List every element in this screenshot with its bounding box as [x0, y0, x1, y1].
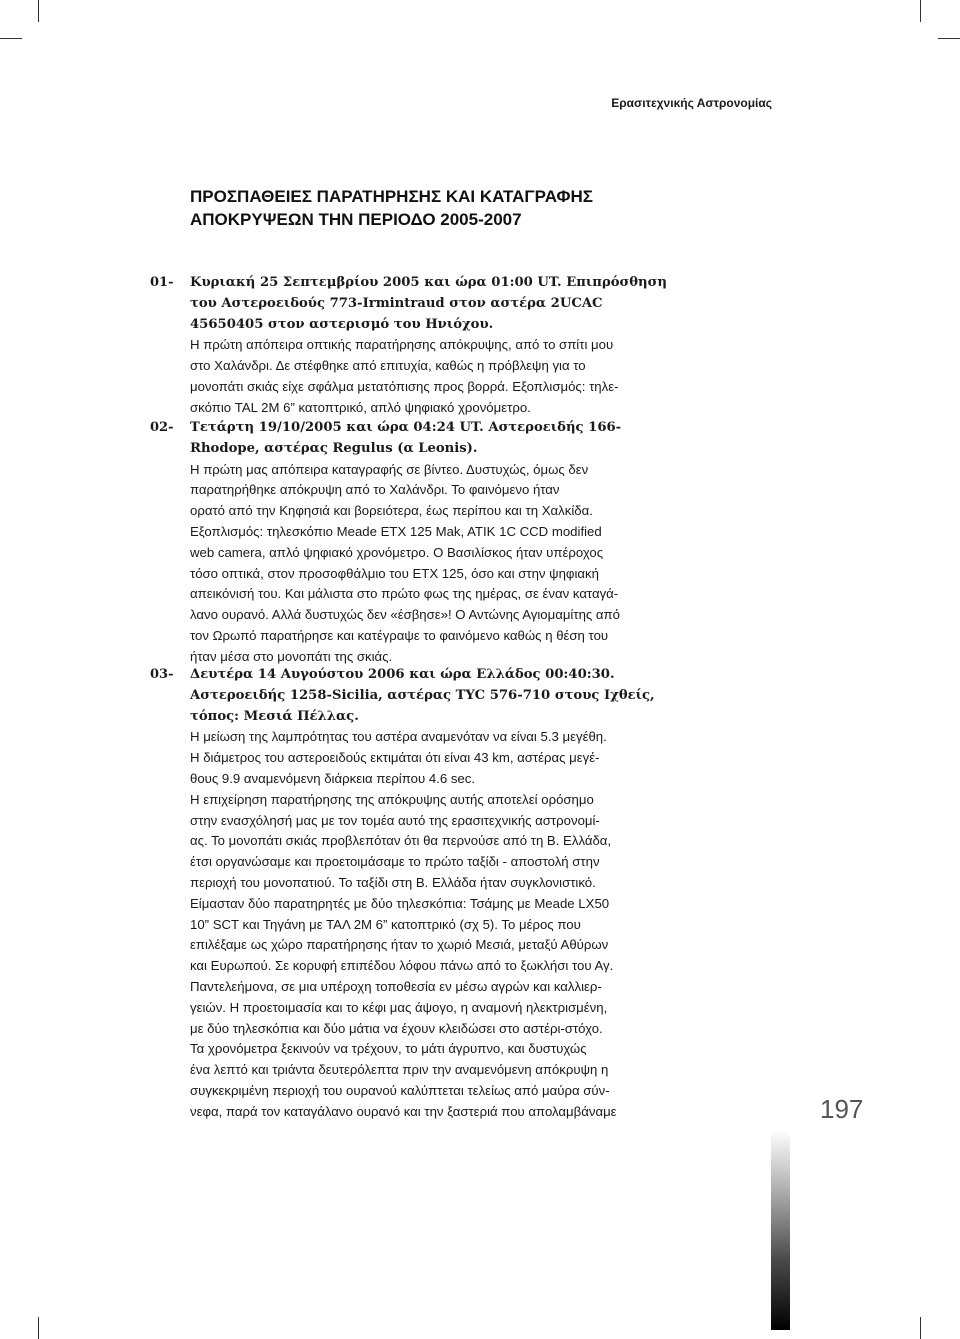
entry-text-line: τον Ωρωπό παρατήρησε και κατέγραψε το φαινόμενο καθώς η θέση του [190, 627, 609, 643]
entry-heading-line: 45650405 στον αστερισμό του Ηνιόχου. [190, 316, 494, 332]
running-header: Ερασιτεχνικής Αστρονομίας [611, 96, 772, 110]
crop-mark-top-right-horizontal [938, 38, 960, 39]
entry-heading-line: τόπος: Μεσιά Πέλλας. [190, 708, 359, 724]
entry-text-line: θους 9.9 αναμενόμενη διάρκεια περίπου 4.6 sec. [190, 770, 476, 786]
entry-text-line: Η πρώτη απόπειρα οπτικής παρατήρησης απόκρυψης, από το σπίτι μου [190, 337, 614, 353]
entry-03 [150, 665, 725, 1123]
entry-text-line: έτσι οργανώσαμε και προετοιμάσαμε το πρώτο ταξίδι - αποστολή στην [190, 854, 600, 870]
entry-heading-line: Τετάρτη 19/10/2005 και ώρα 04:24 UT. Αστεροειδής 166- [190, 420, 622, 435]
entry-text-line: μονοπάτι σκιάς είχε σφάλμα μετατόπισης προς βορρά. Εξοπλισμός: τηλε- [190, 378, 619, 394]
crop-mark-top-right-vertical [920, 0, 921, 22]
entry-text-line: ήταν μέσα στο μονοπάτι της σκιάς. [190, 648, 393, 664]
entry-text-line: Η διάμετρος του αστεροειδούς εκτιμάται ότι είναι 43 km, αστέρας μεγέ- [190, 750, 600, 766]
entry-text-line: συγκεκριμένη περιοχή του ουρανού καλύπτεται τελείως από μαύρα σύν- [190, 1082, 610, 1098]
entry-text-line: Τα χρονόμετρα ξεκινούν να τρέχουν, το μάτι άγρυπνο, και δυστυχώς [190, 1041, 587, 1057]
entry-text-line: παρατηρήθηκε απόκρυψη από το Χαλάνδρι. Το φαινόμενο ήταν [190, 482, 560, 498]
entry-text-line: στην ενασχόλησή μας με τον τομέα αυτό της ερασιτεχνικής αστρονομί- [190, 812, 600, 828]
entry-text-line: Είμασταν δύο παρατηρητές με δύο τηλεσκόπια: Τσάμης με Meade LX50 [190, 895, 610, 911]
article-title [190, 185, 750, 231]
entry-text-line: νεφα, παρά τον καταγάλανο ουρανό και την ξαστεριά που απολαμβάναμε [190, 1103, 617, 1119]
crop-mark-top-left-horizontal [0, 38, 22, 39]
crop-mark-top-left-vertical [38, 0, 39, 22]
entry-number: 02- [150, 420, 174, 435]
entry-text-line: 10” SCT και Τηγάνη με ΤΑΛ 2Μ 6” κατοπτρικό (σχ 5). Το μέρος που [190, 916, 581, 932]
entry-text-line: στο Χαλάνδρι. Δε στέφθηκε από επιτυχία, καθώς η πρόβλεψη για το [190, 358, 586, 374]
entry-text-line: τόσο οπτικά, στον προσοφθάλμιο του ETX 125, όσο και στην ψηφιακή [190, 565, 599, 581]
entry-text-line: Η πρώτη μας απόπειρα καταγραφής σε βίντεο. Δυστυχώς, όμως δεν [190, 461, 589, 477]
entry-text-line: λανο ουρανό. Αλλά δυστυχώς δεν «έσβησε»! Ο Αντώνης Αγιομαμίτης από [190, 607, 620, 623]
entry-heading-line: Κυριακή 25 Σεπτεμβρίου 2005 και ώρα 01:00 UT. Επιπρόσθηση [190, 275, 667, 290]
crop-mark-bottom-left-vertical [38, 1317, 39, 1339]
entry-text-line: και Ευρωπού. Σε κορυφή επιπέδου λόφου πάνω από το ξωκλήσι του Αγ. [190, 958, 614, 974]
decorative-gradient-bar [771, 1130, 790, 1330]
entry-text-line: ορατό από την Κηφησιά και βορειότερα, έως περίπου και τη Χαλκίδα. [190, 503, 593, 519]
entry-text-line: Παντελεήμονα, σε μια υπέροχη τοποθεσία εν μέσω αγρών και καλλιερ- [190, 978, 602, 994]
entry-text-line: ας. Το μονοπάτι σκιάς προβλεπόταν ότι θα περνούσε από τη Β. Ελλάδα, [190, 833, 612, 849]
entry-heading-line: του Αστεροειδούς 773-Irmintraud στον αστέρα 2UCAC [190, 295, 603, 311]
page-number: 197 [820, 1094, 864, 1124]
entry-heading-line: Αστεροειδής 1258-Sicilia, αστέρας TYC 576-710 στους Ιχθείς, [190, 687, 655, 703]
article-title-line-1: ΠΡΟΣΠΑΘΕΙΕΣ ΠΑΡΑΤΗΡΗΣΗΣ ΚΑΙ ΚΑΤΑΓΡΑΦΗΣ [190, 187, 593, 206]
entry-heading-line: Rhodope, αστέρας Regulus (α Leonis). [190, 440, 478, 456]
entry-text-line: περιοχή του μονοπατιού. Το ταξίδι στη Β. Ελλάδα ήταν συγκλονιστικό. [190, 874, 596, 890]
entry-text-line: ένα λεπτό και τριάντα δευτερόλεπτα πριν την αναμενόμενη απόκρυψη η [190, 1062, 609, 1078]
entry-text-line: με δύο τηλεσκόπια και δύο μάτια να έχουν κλειδώσει στο αστέρι-στόχο. [190, 1020, 603, 1036]
entry-body [190, 665, 725, 1123]
crop-mark-bottom-right-vertical [920, 1317, 921, 1339]
entry-number: 03- [150, 667, 174, 682]
entry-text-line: επιλέξαμε ως χώρο παρατήρησης ήταν το χωριό Μεσιά, μεταξύ Αθύρων [190, 937, 609, 953]
entry-text-line: Η επιχείρηση παρατήρησης της απόκρυψης αυτής αποτελεί ορόσημο [190, 791, 594, 807]
article-title-line-2: ΑΠΟΚΡΥΨΕΩΝ ΤΗΝ ΠΕΡΙΟΔΟ 2005-2007 [190, 210, 522, 229]
entry-02 [150, 418, 725, 668]
entry-text-line: σκόπιο TAL 2M 6” κατοπτρικό, απλό ψηφιακό χρονόμετρο. [190, 399, 531, 415]
entry-text-line: Εξοπλισμός: τηλεσκόπιο Meade ETX 125 Mak, ATIK 1C CCD modified [190, 523, 602, 539]
entry-body [190, 418, 725, 668]
entry-number: 01- [150, 275, 174, 290]
entry-text-line: web camera, απλό ψηφιακό χρονόμετρο. Ο Βασιλίσκος ήταν υπέροχος [190, 544, 604, 560]
entry-text-line: Η μείωση της λαμπρότητας του αστέρα αναμενόταν να είναι 5.3 μεγέθη. [190, 729, 607, 745]
entry-heading-line: Δευτέρα 14 Αυγούστου 2006 και ώρα Ελλάδος 00:40:30. [190, 667, 615, 682]
entry-01 [150, 273, 725, 419]
entry-text-line: γειών. Η προετοιμασία και το κέφι μας άψογο, η αναμονή ηλεκτρισμένη, [190, 999, 608, 1015]
entry-body [190, 273, 725, 419]
entry-text-line: απεικόνισή του. Και μάλιστα στο πρώτο φως της ημέρας, σε έναν καταγά- [190, 586, 619, 602]
